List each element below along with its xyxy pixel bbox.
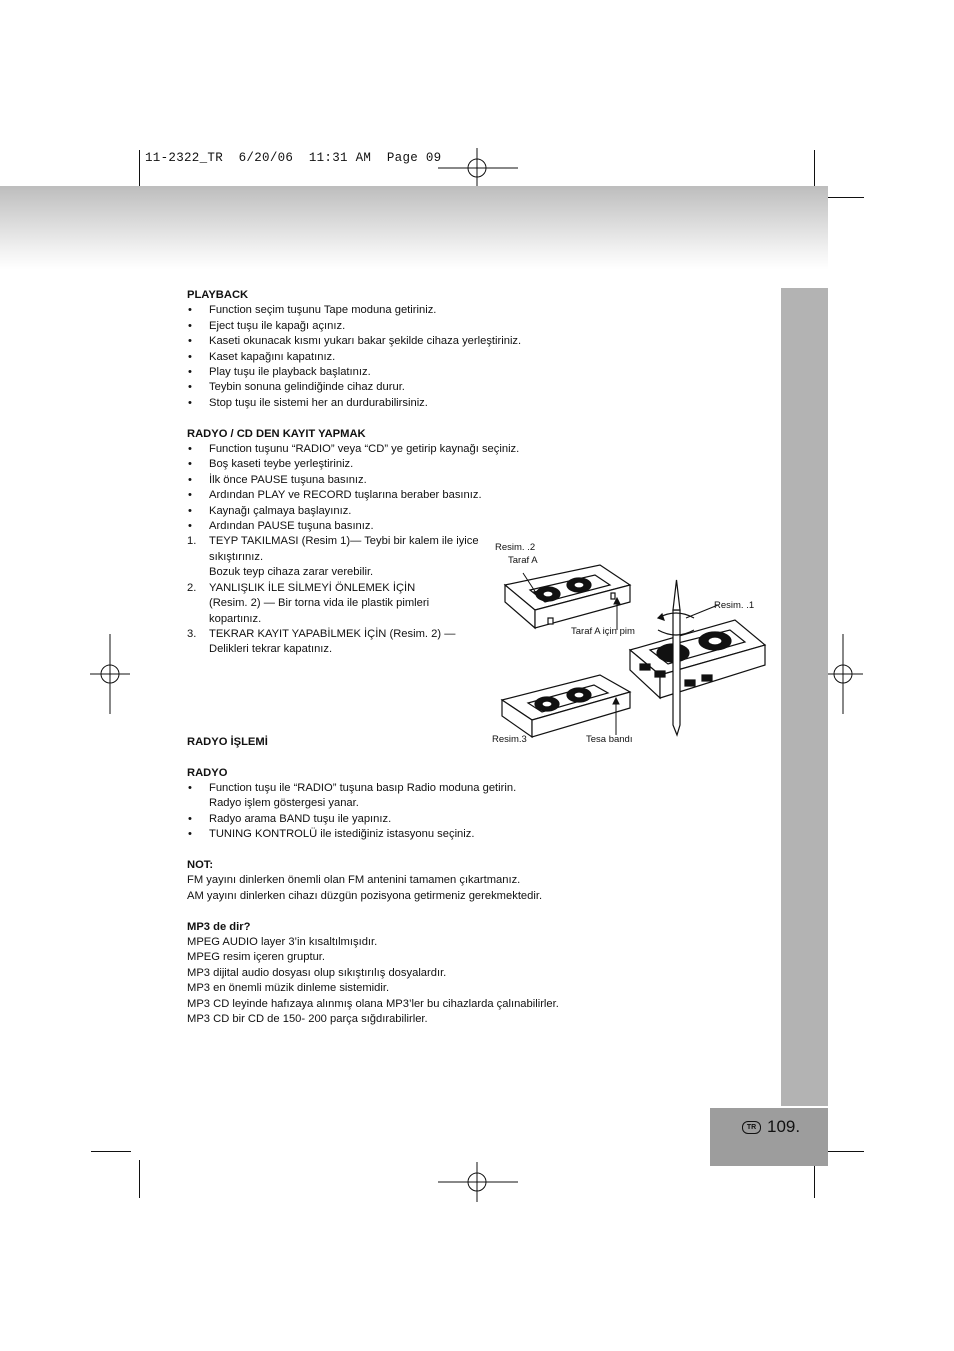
mp3-line: MP3 CD leyinde hafızaya alınmış olana MP3’ler bu cihazlarda çalınabilirler. [187, 997, 559, 1010]
list-item: • Kaset kapağını kapatınız. [187, 350, 777, 365]
list-item: • İlk önce PAUSE tuşuna basınız. [187, 473, 777, 488]
figure-label-taraf-a: Taraf A [508, 555, 538, 566]
list-item: • Ardından PLAY ve RECORD tuşlarına beraber basınız. [187, 488, 777, 503]
mp3-line: MP3 CD bir CD de 150- 200 parça sığdırabilirler. [187, 1013, 428, 1025]
mp3-block [187, 920, 777, 1028]
record-list [187, 442, 777, 534]
page-number [742, 1117, 800, 1137]
list-item: • TUNING KONTROLÜ ile istediğiniz istasyonu seçiniz. [187, 827, 777, 842]
side-tab [781, 288, 828, 1106]
language-badge: TR [742, 1121, 761, 1134]
list-item: • Kaseti okunacak kısmı yukarı bakar şekilde cihaza yerleştiriniz. [187, 334, 777, 349]
mp3-line: MPEG resim içeren gruptur. [187, 951, 326, 964]
list-item: • Radyo arama BAND tuşu ile yapınız. [187, 812, 777, 827]
record-heading: RADYO / CD DEN KAYIT YAPMAK [187, 427, 366, 440]
list-item: • Kaynağı çalmaya başlayınız. [187, 504, 777, 519]
note-heading: NOT: [187, 858, 214, 871]
mp3-heading: MP3 de dir? [187, 920, 251, 933]
mp3-line: MP3 en önemli müzik dinleme sistemidir. [187, 982, 390, 995]
list-item: • Function seçim tuşunu Tape moduna getiriniz. [187, 303, 777, 318]
cassette-illustration [490, 540, 775, 750]
playback-list [187, 303, 777, 411]
step-item: 3. TEKRAR KAYIT YAPABİLMEK İÇİN (Resim. 2) — Delikleri tekrar kapatınız. [187, 627, 456, 656]
playback-heading: PLAYBACK [187, 289, 249, 301]
figure-label-resim3: Resim.3 [492, 734, 527, 745]
figure-label-resim1: Resim. .1 [714, 600, 755, 611]
steps-list [187, 534, 497, 657]
note-block [187, 858, 777, 904]
figure-label-taraf-a-pin: Taraf A için pim [571, 626, 635, 637]
figure-label-resim2: Resim. .2 [495, 542, 536, 553]
radio-list [187, 781, 777, 843]
cassette-figure-3 [502, 675, 630, 737]
list-item: • Function tuşunu “RADIO” veya “CD” ye getirip kaynağı seçiniz. [187, 442, 777, 457]
registration-mark-right [823, 634, 863, 714]
note-line: FM yayını dinlerken önemli olan FM antenini tamamen çıkartmanız. [187, 874, 521, 887]
print-slug: 11-2322_TR 6/20/06 11:31 AM Page 09 [145, 151, 442, 165]
registration-mark-left [90, 634, 130, 714]
list-item: • Function tuşu ile “RADIO” tuşuna basıp Radio moduna getirin. Radyo işlem göstergesi yanar. [187, 781, 777, 812]
step-item: 2. YANLIŞLIK İLE SİLMEYİ ÖNLEMEK İÇİN (Resim. 2) — Bir torna vida ile plastik pimleri kopartınız. [187, 581, 430, 625]
figure-label-tesa: Tesa bandı [586, 734, 633, 745]
list-item: • Teybin sonuna gelindiğinde cihaz durur. [187, 380, 777, 395]
registration-mark-top [438, 148, 518, 188]
header-band [0, 186, 828, 270]
list-item: • Ardından PAUSE tuşuna basınız. [187, 519, 777, 534]
list-item: • Play tuşu ile playback başlatınız. [187, 365, 777, 380]
radio-operation-heading: RADYO İŞLEMİ [187, 735, 268, 748]
mp3-line: MP3 dijital audio dosyası olup sıkıştırılış dosyalardır. [187, 966, 447, 979]
list-item: • Eject tuşu ile kapağı açınız. [187, 319, 777, 334]
page-number-text: 109. [767, 1117, 801, 1136]
mp3-line: MPEG AUDIO layer 3’in kısaltılmışıdır. [187, 935, 378, 948]
step-item: 1. TEYP TAKILMASI (Resim 1)— Teybi bir kalem ile iyice sıkıştırınız. Bozuk teyp cihaza zarar verebilir. [187, 535, 479, 579]
list-item: • Boş kaseti teybe yerleştiriniz. [187, 457, 777, 472]
registration-mark-bottom [438, 1162, 518, 1202]
note-line: AM yayını dinlerken cihazı düzgün pozisyona getirmeniz gerekmektedir. [187, 889, 543, 902]
list-item: • Stop tuşu ile sistemi her an durdurabilirsiniz. [187, 396, 777, 411]
radio-heading: RADYO [187, 766, 228, 779]
